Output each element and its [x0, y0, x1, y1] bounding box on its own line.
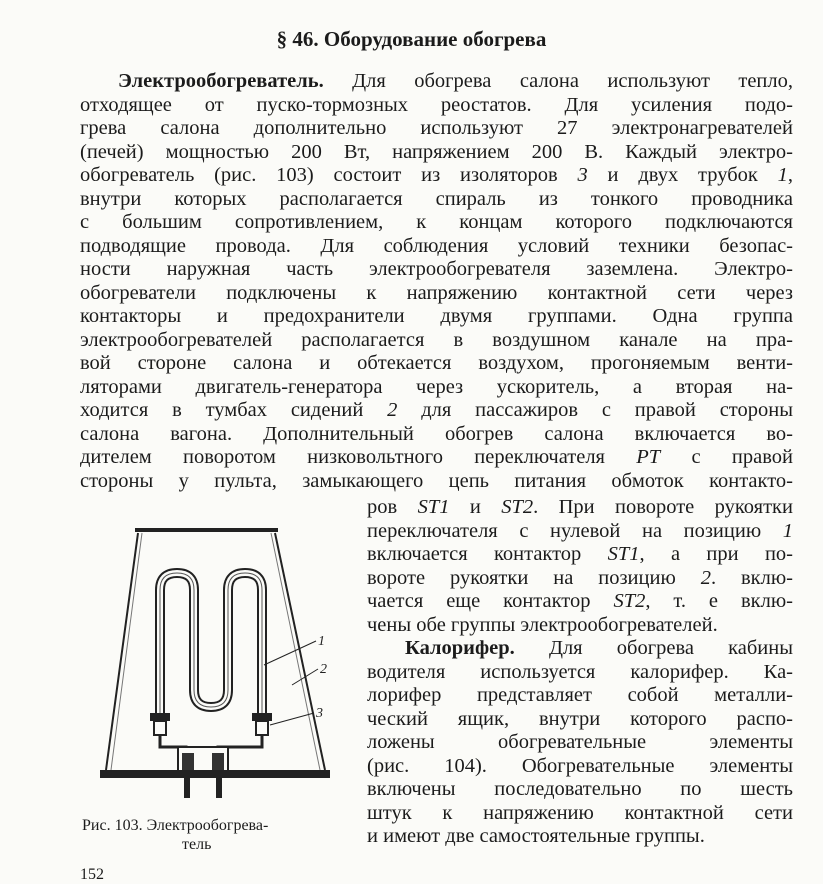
- callout-2: 2: [320, 662, 327, 677]
- ref-number: 1: [777, 164, 788, 186]
- page-number: 152: [80, 866, 104, 883]
- heating-tube: [160, 573, 262, 715]
- text-line: включены последовательно по шесть: [367, 778, 793, 800]
- run-in-heading: Калорифер.: [405, 637, 515, 659]
- text-line: и имеют две самостоятельные группы.: [367, 825, 705, 847]
- leader-line-3: [270, 713, 314, 725]
- ref-number: 2: [700, 566, 711, 589]
- callout-1: 1: [318, 634, 325, 649]
- ref-label: ST2: [501, 496, 534, 518]
- text-line: [80, 70, 793, 94]
- text-fragment: Для обогрева салона используют тепло,: [323, 70, 793, 92]
- insulator-left: [150, 713, 170, 721]
- text-line: [367, 496, 793, 520]
- text-line: ности наружная часть электрообогревателя заземлена. Электро-: [80, 258, 793, 280]
- text-line: контакторы и предохранители двумя группами. Одна группа: [80, 305, 793, 327]
- ref-label: ST2: [613, 590, 646, 612]
- text-fragment: , т. е вклю-: [645, 590, 793, 612]
- text-fragment: для пассажиров с правой стороны: [397, 399, 793, 421]
- text-line: чены обе группы электрообогревателей.: [367, 613, 718, 636]
- caption-line: Рис. 103. Электрообогрева-: [82, 817, 269, 834]
- terminal-post: [212, 753, 224, 771]
- text-line: [367, 590, 793, 614]
- heating-tube-inner: [160, 573, 262, 715]
- text-line: ляторами двигатель-генератора через ускоритель, а вторая на-: [80, 375, 793, 398]
- text-fragment: ходится в тумбах сидений: [80, 399, 388, 421]
- text-fragment: . При повороте рукоятки: [533, 496, 793, 518]
- text-fragment: Для обогрева кабины: [514, 637, 793, 659]
- run-in-heading: Электрообогреватель.: [118, 70, 324, 92]
- figure-caption: [82, 816, 352, 854]
- text-line: внутри которых располагается спираль из тонкого проводника: [80, 187, 793, 210]
- side-text-block: [367, 496, 793, 849]
- housing-inner: [111, 533, 320, 770]
- text-line: грева салона дополнительно используют 27 электронагревателей: [80, 117, 793, 139]
- text-fragment: ,: [787, 164, 793, 186]
- text-fragment: включается контактор: [367, 543, 608, 565]
- text-fragment: дителем поворотом низковольтного переключателя: [80, 446, 637, 468]
- text-line: (печей) мощностью 200 Вт, напряжением 200 В. Каждый электро-: [80, 140, 793, 163]
- text-fragment: ров: [367, 496, 418, 518]
- text-line: ческий ящик, внутри которого распо-: [367, 707, 793, 730]
- ref-number: 1: [782, 519, 793, 542]
- spiral-wire: [160, 573, 262, 715]
- terminal-post: [182, 753, 194, 771]
- text-fragment: обогреватель (рис. 103) состоит из изоляторов: [80, 164, 578, 186]
- text-line: с большим сопротивлением, к концам которого подключаются: [80, 211, 793, 233]
- text-fragment: и: [449, 496, 502, 518]
- text-line: подводящие провода. Для соблюдения условий техники безопас-: [80, 234, 793, 257]
- text-line: лорифер представляет собой металли-: [367, 684, 793, 706]
- text-line: обогреватели подключены к напряжению контактной сети через: [80, 281, 793, 304]
- text-fragment: чается еще контактор: [367, 590, 614, 612]
- text-line: водителя используется калорифер. Ка-: [367, 660, 793, 683]
- text-fragment: с правой: [660, 446, 793, 468]
- ref-label: ST1: [607, 543, 640, 565]
- insulator-left-body: [154, 721, 166, 735]
- ref-number: 2: [387, 399, 398, 421]
- base-plate: [100, 770, 330, 778]
- bolt: [184, 778, 190, 798]
- text-line: [80, 446, 793, 470]
- text-line: [367, 543, 793, 567]
- text-line: отходящее от пуско-тормозных реостатов. Для усиления подо-: [80, 93, 793, 116]
- text-line: штук к напряжению контактной сети: [367, 801, 793, 824]
- text-line: (рис. 104). Обогревательные элементы: [367, 754, 793, 777]
- text-fragment: . вклю-: [710, 566, 793, 589]
- text-line: [80, 164, 793, 188]
- text-line: вой стороне салона и обтекается воздухом, прогоняемым венти-: [80, 352, 793, 374]
- text-line: [367, 637, 793, 661]
- caption-line: тель: [182, 836, 212, 853]
- text-fragment: вороте рукоятки на позицию: [367, 566, 701, 589]
- heater-drawing: [78, 525, 346, 817]
- text-line: электрообогревателей располагается в воздушном канале на пра-: [80, 328, 793, 351]
- text-line: [367, 520, 793, 544]
- text-line: [80, 399, 793, 423]
- bolt: [216, 778, 222, 798]
- text-line: [367, 567, 793, 591]
- figure-103: [78, 525, 346, 817]
- section-heading: § 46. Оборудование обогрева: [276, 27, 547, 51]
- ref-label: PT: [636, 446, 661, 468]
- main-text-block: [80, 70, 793, 493]
- text-line: стороны у пульта, замыкающего цепь питания обмоток контакто-: [80, 469, 793, 492]
- text-line: салона вагона. Дополнительный обогрев салона включается во-: [80, 422, 793, 445]
- ref-label: ST1: [417, 496, 450, 518]
- text-fragment: и двух трубок: [587, 164, 778, 186]
- ref-number: 3: [577, 164, 588, 186]
- text-fragment: переключателя с нулевой на позицию: [367, 519, 783, 542]
- leader-line-1: [264, 641, 316, 665]
- insulator-right-body: [256, 721, 268, 735]
- text-fragment: , а при по-: [639, 543, 793, 565]
- callout-3: 3: [316, 706, 323, 721]
- insulator-right: [252, 713, 272, 721]
- text-line: ложены обогревательные элементы: [367, 731, 793, 753]
